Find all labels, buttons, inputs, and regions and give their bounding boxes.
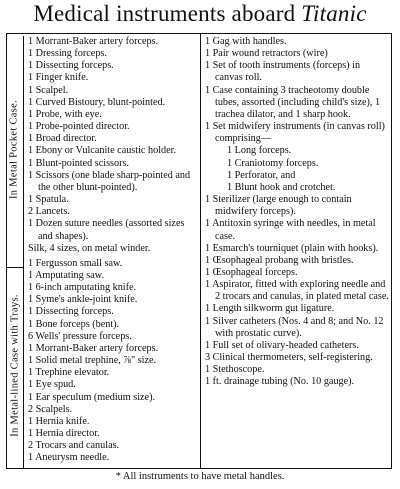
list-item: 3 Clinical thermometers, self-registering. [205,352,373,364]
list-item: 1 Silver catheters (Nos. 4 and 8; and No. 12 with prostatic curve). [205,315,384,339]
list-item: 1 Aneurysm needle. [28,452,110,464]
list-item: 1 Gag with handles. [205,36,287,47]
list-item: 1 Set midwifery instruments (in canvas roll) comprising— [205,121,385,145]
list-item: 2 Lancets. [28,206,70,218]
list-item: 1 Eye spud. [28,379,76,391]
list-item: 1 ft. drainage tubing (No. 10 gauge). [205,376,355,388]
list-item: 1 6-inch amputating knife. [28,282,137,294]
list-item: 1 Syme's ankle-joint knife. [28,294,138,306]
list-subitem: 1 Craniotomy forceps. [227,157,319,169]
column-divider [200,34,201,468]
list-item: 1 Morrant-Baker artery forceps. [28,36,159,47]
list-item: 1 Solid metal trephine, ⅞" size. [28,355,157,367]
list-item: 1 Case containing 3 tracheotomy double tubes, assorted (including child's size), 1 trachea dilator, and 1 sharp hook. [205,84,381,120]
section-metal-lined-case [7,268,24,468]
list-item: 2 Trocars and canulas. [28,440,120,452]
list-item: 1 Dissecting forceps. [28,306,114,318]
list-item: 1 Bone forceps (bent). [28,318,120,330]
left-column [28,36,198,464]
section-pocket-case [7,36,24,268]
list-item: 1 Scalpel. [28,84,69,96]
list-item: 1 Amputating saw. [28,269,105,281]
section-label-pocket: In Metal Pocket Case. [8,99,20,200]
list-subitem: 1 Long forceps. [227,145,292,157]
list-item: 1 Trephine elevator. [28,367,110,379]
list-item: 1 Broad director. [28,133,97,145]
list-item: 1 Ebony or Vulcanite caustic holder. [28,145,177,157]
list-item: 1 Hernia knife. [28,415,90,427]
list-item: 1 Length silkworm gut ligature. [205,303,335,315]
list-item: 1 Aspirator, fitted with exploring needle and 2 trocars and canulas, in plated metal case. [205,279,389,303]
list-item: 1 Probe-pointed director. [28,121,130,133]
list-item: 1 Finger knife. [28,72,89,84]
list-item: 1 Stethoscope. [205,364,265,376]
list-item: 1 Full set of olivary-headed catheters. [205,339,359,351]
list-item: Silk, 4 sizes, on metal winder. [28,242,151,254]
list-item: 1 Sterilizer (large enough to contain midwifery forceps). [205,194,352,218]
list-item: 1 Scissors (one blade sharp-pointed and the other blunt-pointed). [28,169,191,193]
list-item: 1 Esmarch's tourniquet (plain with hooks). [205,242,379,254]
list-subitem: 1 Perforator, and [227,169,296,181]
list-subitem: 1 Blunt hook and crotchet. [227,181,336,193]
list-item: 1 Pair wound retractors (wire) [205,48,328,60]
list-item: 1 Antitoxin syringe with needles, in metal case. [205,218,376,242]
list-item: 1 Dozen suture needles (assorted sizes and shapes). [28,218,185,242]
list-item: 1 Curved Bistoury, blunt-pointed. [28,96,166,108]
list-item: 1 Œsophageal forceps. [205,266,298,278]
list-item: 6 Wells' pressure forceps. [28,330,132,342]
right-column [205,36,390,389]
list-item: 2 Scalpels. [28,403,73,415]
list-item: 1 Spatula. [28,194,69,206]
footnote: * All instruments to have metal handles. [115,471,285,482]
list-item: 1 Probe, with eye. [28,108,102,120]
title-ship-name: Titanic [301,1,367,26]
list-item: 1 Ear speculum (medium size). [28,391,156,403]
section-label-case: In Metal-lined Case with Trays. [9,294,21,437]
title-main: Medical instruments aboard [33,1,302,26]
list-item: 1 Dressing forceps. [28,48,107,60]
list-item: 1 Set of tooth instruments (forceps) in canvas roll. [205,60,361,84]
list-item: 1 Œsophageal probang with bristles. [205,254,354,266]
page-title [0,1,400,27]
list-item: 1 Morrant-Baker artery forceps. [28,342,159,354]
list-item: 1 Hernia director. [28,428,100,439]
list-item: 1 Fergusson small saw. [28,257,123,269]
list-item: 1 Dissecting forceps. [28,60,114,72]
list-item: 1 Blunt-pointed scissors. [28,157,130,169]
